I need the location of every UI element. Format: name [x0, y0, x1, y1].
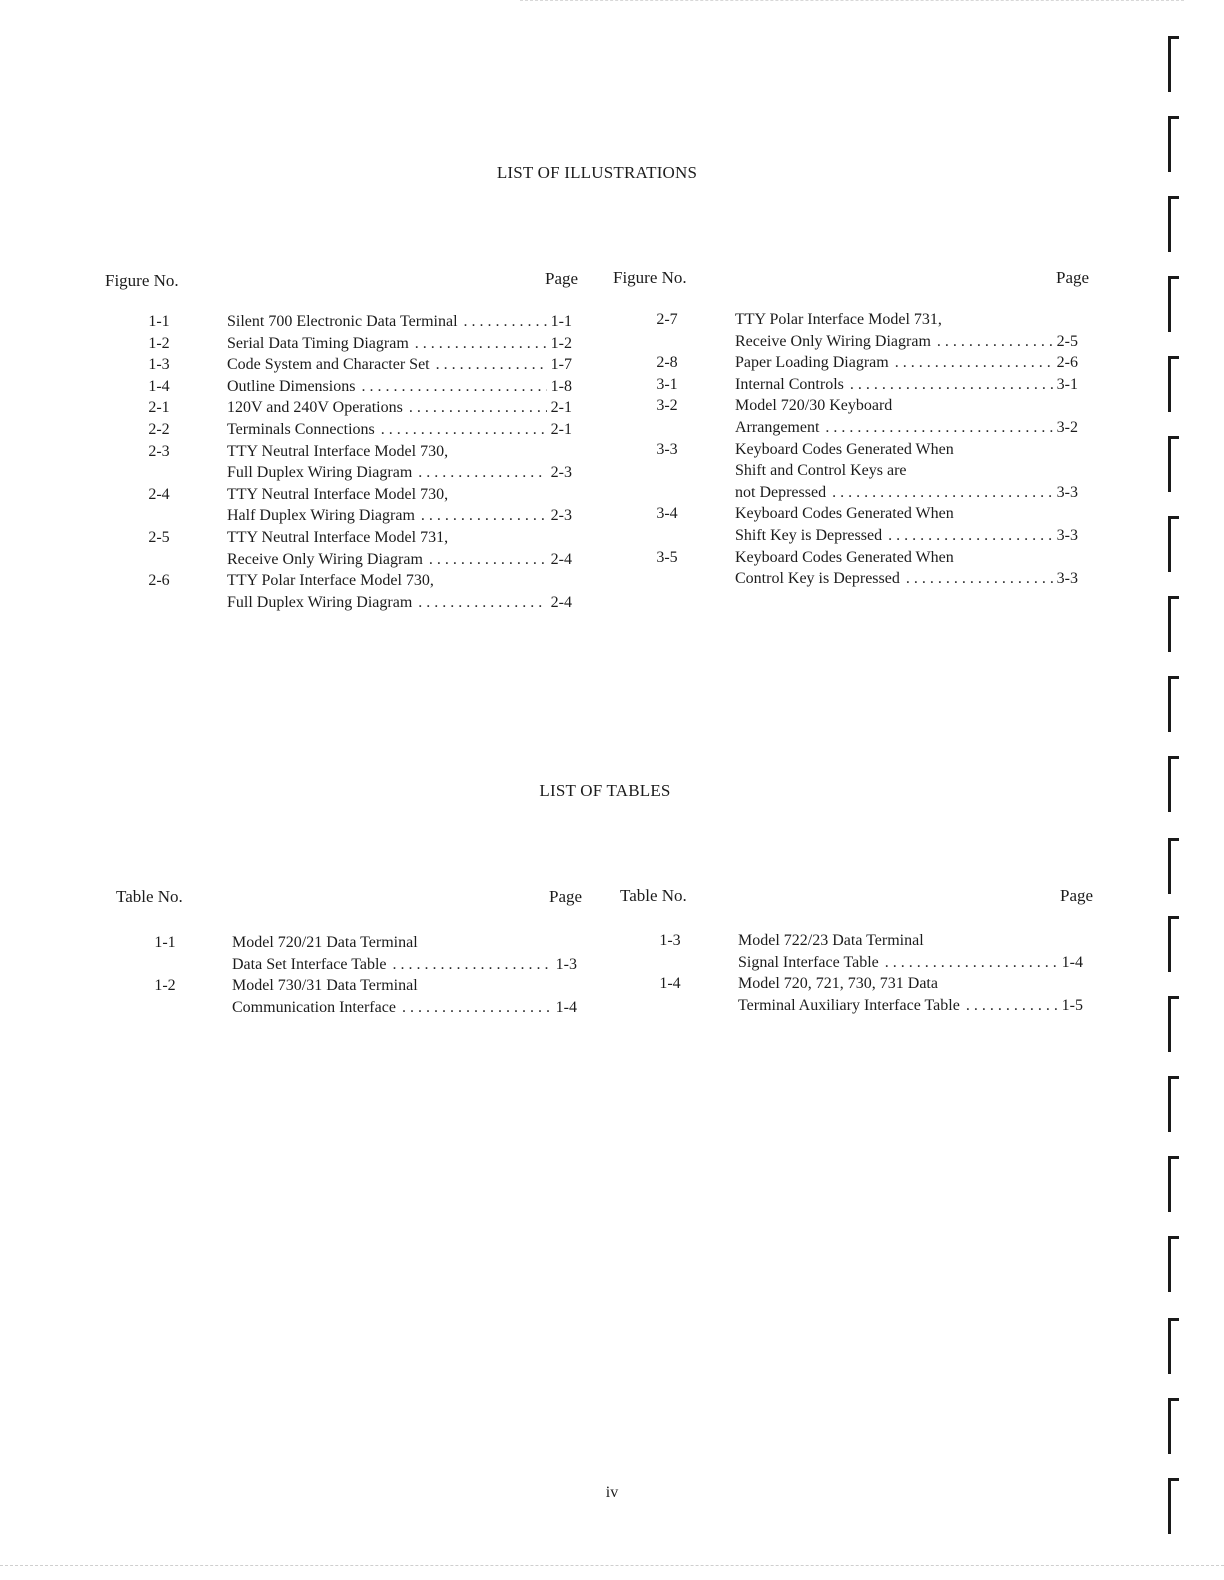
entry-title-line: Paper Loading Diagram	[735, 354, 889, 372]
entry-title-line: Code System and Character Set	[227, 356, 430, 374]
toc-entry	[128, 354, 572, 376]
entry-page: 1-4	[1061, 953, 1083, 971]
entry-page: 1-5	[1061, 996, 1083, 1014]
binder-bracket-mark	[1168, 996, 1180, 1052]
dot-leader	[900, 568, 1053, 590]
entry-number: 2-2	[148, 420, 170, 438]
entry-title-line: Silent 700 Electronic Data Terminal	[227, 313, 458, 330]
entry-page: 2-1	[550, 399, 572, 417]
entry-title-line: Full Duplex Wiring Diagram	[227, 464, 413, 482]
entry-title-line: Internal Controls	[735, 375, 844, 393]
binder-bracket-mark	[1168, 596, 1180, 652]
entry-title-line: Receive Only Wiring Diagram	[227, 550, 423, 568]
entry-title-line: TTY Neutral Interface Model 731,	[227, 528, 449, 546]
entry-number: 2-1	[148, 399, 170, 417]
entry-number: 1-1	[154, 934, 176, 951]
entry-number: 1-1	[148, 313, 170, 330]
page-number: iv	[605, 1484, 619, 1501]
tables-right-table-header: Table No.	[620, 886, 687, 905]
entry-number: 2-5	[148, 528, 170, 546]
toc-entry	[128, 333, 572, 355]
binder-bracket-mark	[1168, 116, 1180, 172]
entry-page: 1-4	[555, 998, 577, 1016]
entry-title-line: Model 720, 721, 730, 731 Data	[738, 975, 938, 993]
entry-title-line: not Depressed	[735, 483, 827, 501]
toc-entry	[128, 527, 572, 570]
illustrations-right-list	[636, 309, 1078, 590]
entry-number: 2-8	[656, 354, 678, 372]
toc-entry	[128, 570, 572, 613]
binder-bracket-mark	[1168, 436, 1180, 492]
entry-title-line: Full Duplex Wiring Diagram	[227, 593, 413, 611]
toc-entry	[636, 309, 1078, 352]
toc-entry	[636, 439, 1078, 504]
entry-number: 3-5	[656, 548, 678, 566]
dot-leader	[879, 952, 1058, 974]
toc-entry	[128, 311, 572, 333]
entry-title-line: Shift Key is Depressed	[735, 526, 883, 544]
entry-title-line: Terminal Auxiliary Interface Table	[738, 996, 960, 1014]
entry-title-line: Arrangement	[735, 418, 820, 436]
entry-page: 2-4	[550, 593, 572, 611]
dot-leader	[396, 997, 552, 1019]
entry-title-line: Communication Interface	[232, 998, 396, 1016]
illustrations-left-figure-header: Figure No.	[105, 271, 179, 290]
entry-title-line: Keyboard Codes Generated When	[735, 505, 954, 523]
tables-left-page-header: Page	[549, 887, 583, 906]
entry-page: 2-4	[550, 550, 572, 568]
entry-title-line: Model 722/23 Data Terminal	[738, 932, 924, 949]
dot-leader	[387, 954, 552, 976]
binder-bracket-mark	[1168, 276, 1180, 332]
dot-leader	[409, 333, 547, 355]
entry-page: 2-1	[550, 420, 572, 438]
toc-entry	[128, 419, 572, 441]
entry-title-line: TTY Neutral Interface Model 730,	[227, 442, 449, 460]
tables-left-table-header: Table No.	[116, 887, 183, 906]
entry-number: 2-4	[148, 485, 170, 503]
dot-leader	[960, 995, 1058, 1017]
entry-page: 2-3	[550, 507, 572, 525]
binder-bracket-mark	[1168, 1398, 1180, 1454]
entry-number: 1-2	[148, 334, 170, 352]
entry-page: 1-1	[550, 313, 572, 330]
dot-leader	[882, 525, 1053, 547]
illustrations-left-page-header: Page	[545, 269, 579, 288]
binder-bracket-mark	[1168, 838, 1180, 894]
toc-entry	[128, 441, 572, 484]
entry-title-line: Half Duplex Wiring Diagram	[227, 507, 415, 525]
toc-entry	[636, 503, 1078, 546]
entry-number: 2-6	[148, 572, 170, 590]
entry-title-line: Model 720/21 Data Terminal	[232, 934, 418, 951]
entry-page: 1-3	[555, 955, 577, 973]
entry-title-line: Model 730/31 Data Terminal	[232, 977, 418, 995]
illustrations-right-page-header: Page	[1056, 268, 1090, 287]
binder-bracket-mark	[1168, 356, 1180, 412]
entry-page: 1-8	[550, 377, 572, 395]
entry-title-line: TTY Neutral Interface Model 730,	[227, 485, 449, 503]
entry-number: 2-7	[656, 311, 678, 328]
entry-number: 3-1	[656, 375, 678, 393]
toc-entry	[134, 975, 577, 1018]
binder-bracket-mark	[1168, 916, 1180, 972]
entry-title-line: Terminals Connections	[227, 420, 375, 438]
dot-leader	[355, 376, 546, 398]
illustrations-title: LIST OF ILLUSTRATIONS	[496, 163, 698, 182]
entry-page: 2-6	[1056, 354, 1078, 372]
toc-entry	[128, 397, 572, 419]
tables-title: LIST OF TABLES	[539, 781, 671, 800]
entry-number: 2-3	[148, 442, 170, 460]
dot-leader	[423, 549, 547, 571]
binder-bracket-mark	[1168, 1156, 1180, 1212]
binder-bracket-mark	[1168, 1076, 1180, 1132]
tables-right-page-header: Page	[1060, 886, 1094, 905]
entry-title-line: Shift and Control Keys are	[735, 462, 907, 480]
entry-title-line: Data Set Interface Table	[232, 955, 387, 973]
toc-entry	[639, 930, 1083, 973]
illustrations-left-list	[128, 311, 572, 613]
scan-edge-top	[520, 0, 1184, 1]
toc-entry	[636, 352, 1078, 374]
entry-number: 1-3	[659, 932, 681, 949]
entry-number: 1-3	[148, 356, 170, 374]
entry-page: 3-2	[1056, 418, 1078, 436]
dot-leader	[931, 331, 1053, 353]
entry-title-line: Receive Only Wiring Diagram	[735, 332, 931, 350]
entry-page: 2-3	[550, 464, 572, 482]
toc-entry	[636, 395, 1078, 438]
dot-leader	[415, 505, 547, 527]
tables-left-list	[134, 932, 577, 1018]
entry-title-line: TTY Polar Interface Model 730,	[227, 572, 434, 590]
dot-leader	[844, 374, 1053, 396]
binder-bracket-mark	[1168, 1318, 1180, 1374]
entry-title-line: Outline Dimensions	[227, 377, 356, 395]
entry-number: 3-4	[656, 505, 678, 523]
entry-title-line: TTY Polar Interface Model 731,	[735, 311, 942, 328]
dot-leader	[826, 482, 1053, 504]
tables-right-list	[639, 930, 1083, 1016]
entry-title-line: Control Key is Depressed	[735, 570, 900, 588]
dot-leader	[412, 462, 546, 484]
entry-number: 3-2	[656, 397, 678, 415]
toc-entry	[639, 973, 1083, 1016]
entry-page: 3-3	[1056, 526, 1078, 544]
entry-page: 3-3	[1056, 483, 1078, 501]
entry-page: 2-5	[1056, 332, 1078, 350]
toc-entry	[128, 484, 572, 527]
binder-bracket-mark	[1168, 196, 1180, 252]
entry-title-line: 120V and 240V Operations	[227, 399, 403, 417]
toc-entry	[128, 376, 572, 398]
entry-page: 1-7	[550, 356, 572, 374]
dot-leader	[819, 417, 1052, 439]
entry-title-line: Serial Data Timing Diagram	[227, 334, 409, 352]
binder-bracket-mark	[1168, 1478, 1180, 1534]
entry-title-line: Signal Interface Table	[738, 953, 879, 971]
toc-entry	[134, 932, 577, 975]
entry-number: 1-4	[148, 377, 170, 395]
entry-page: 3-3	[1056, 570, 1078, 588]
binder-bracket-strip	[1168, 28, 1208, 1528]
entry-number: 3-3	[656, 440, 678, 458]
entry-page: 1-2	[550, 334, 572, 352]
dot-leader	[889, 352, 1053, 374]
illustrations-right-figure-header: Figure No.	[613, 268, 687, 287]
entry-page: 3-1	[1056, 375, 1078, 393]
dot-leader	[403, 397, 547, 419]
entry-title-line: Model 720/30 Keyboard	[735, 397, 893, 415]
entry-title-line: Keyboard Codes Generated When	[735, 548, 954, 566]
dot-leader	[430, 354, 547, 376]
entry-title-line: Keyboard Codes Generated When	[735, 440, 954, 458]
entry-number: 1-4	[659, 975, 681, 993]
entry-number: 1-2	[154, 977, 176, 995]
scan-edge-bottom	[0, 1565, 1224, 1566]
toc-entry	[636, 547, 1078, 590]
dot-leader	[412, 592, 546, 614]
dot-leader	[458, 311, 547, 333]
binder-bracket-mark	[1168, 516, 1180, 572]
binder-bracket-mark	[1168, 1236, 1180, 1292]
binder-bracket-mark	[1168, 676, 1180, 732]
binder-bracket-mark	[1168, 36, 1180, 92]
dot-leader	[375, 419, 547, 441]
toc-entry	[636, 374, 1078, 396]
binder-bracket-mark	[1168, 756, 1180, 812]
